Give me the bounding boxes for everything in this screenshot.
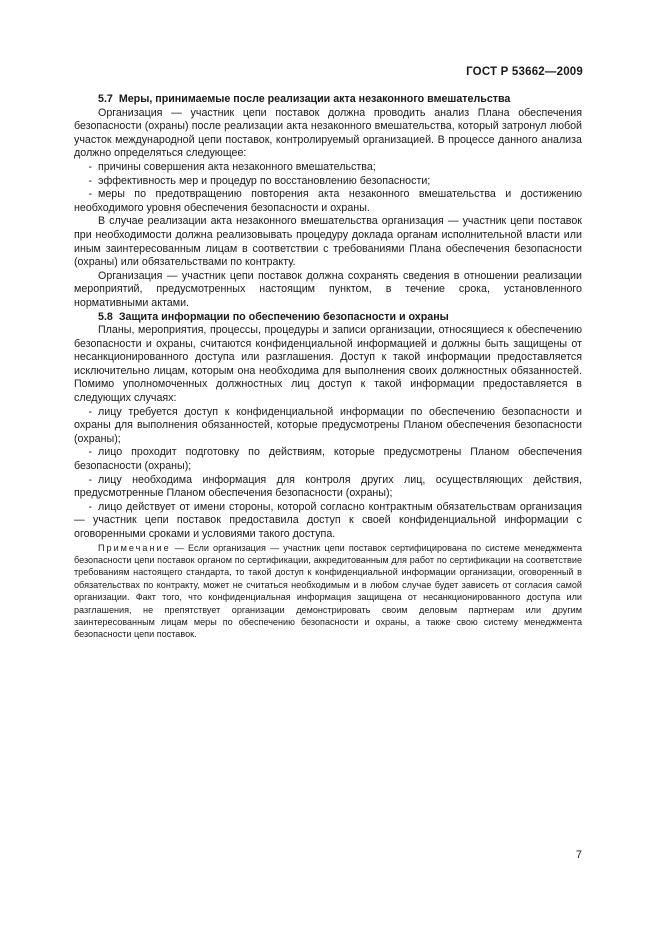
list-item: - лицу требуется доступ к конфиденциальной информации по обеспечению безопасности и охраны для выполнения обязанностей, которые предусмотрены Планом обеспечения безопасности (охраны); bbox=[74, 405, 582, 445]
page-number: 7 bbox=[575, 849, 582, 861]
note-text: — Если организация — участник цепи поставок сертифицирована по системе менеджмента безопасности цепи поставок органом по сертификации, аккредитованным для работ по сертификации на соответствие требованиям настоящего стандарта, то такой доступ к конфиденциальной информации организации, оговоренный в обязательствах по контракту, может не считаться необходимым и в любом случае будет зависеть от согласия самой организации. Факт того, что конфиденциальная информация защищена от несанкционированного доступа или разглашения, не препятствует организации демонстрировать своим деловым партнерам или другим заинтересованным лицам меры по обеспечению безопасности и охраны, а также свою систему менеджмента безопасности цепи поставок. bbox=[74, 542, 582, 640]
list-item: - эффективность мер и процедур по восстановлению безопасности; bbox=[88, 174, 431, 187]
section-number: 5.8 bbox=[98, 310, 113, 323]
document-body bbox=[74, 93, 582, 641]
section-title: Меры, принимаемые после реализации акта незаконного вмешательства bbox=[118, 93, 511, 105]
paragraph: В случае реализации акта незаконного вмешательства организация — участник цепи поставок при необходимости должна реализовывать процедуру доклада органам исполнительной власти или иным заинтересованным лицам в соответствии с требованиями Плана обеспечения безопасности (охраны) или обязательствами по контракту. bbox=[74, 215, 582, 269]
list-item: - лицо действует от имени стороны, которой согласно контрактным обязательствам организация — участник цепи поставок предоставила доступ к своей конфиденциальной информации с оговоренными сроками и условиями такого доступа. bbox=[74, 500, 582, 540]
section-title: Защита информации по обеспечению безопасности и охраны bbox=[118, 310, 449, 323]
note bbox=[74, 542, 582, 641]
paragraph: Организация — участник цепи поставок должна сохранять сведения в отношении реализации мероприятий, предусмотренных настоящим пунктом, в течение срока, установленного нормативными актами. bbox=[74, 269, 582, 309]
section-number: 5.7 bbox=[98, 93, 113, 105]
list-item: - меры по предотвращению повторения акта незаконного вмешательства и достижению необходимого уровня обеспечения безопасности и охраны. bbox=[74, 188, 582, 214]
section-5-7-heading bbox=[74, 93, 582, 107]
section-5-8-heading bbox=[74, 311, 582, 325]
standard-header: ГОСТ Р 53662—2009 bbox=[466, 66, 583, 78]
paragraph: Планы, мероприятия, процессы, процедуры и записи организации, относящиеся к обеспечению безопасности и охраны, считаются конфиденциальной информацией и должны быть защищены от несанкционированного доступа или разглашения. Доступ к такой информации предоставляется исключительно лицам, которым она необходима для выполнения своих должностных обязанностей. Помимо уполномоченных должностных лиц доступ к такой информации предоставляется в следующих случаях: bbox=[74, 324, 582, 405]
paragraph: Организация — участник цепи поставок должна проводить анализ Плана обеспечения безопасности (охраны) после реализации акта незаконного вмешательства, который затронул любой участок международной цепи поставок, контролируемый организацией. В процессе данного анализа должно определяться следующее: bbox=[74, 106, 582, 160]
list-item: - причины совершения акта незаконного вмешательства; bbox=[88, 160, 376, 173]
list-item: - лицо проходит подготовку по действиям, которые предусмотрены Планом обеспечения безопасности (охраны); bbox=[74, 446, 582, 473]
list-item: - лицу необходима информация для контроля других лиц, осуществляющих действия, предусмотренные Планом обеспечения безопасности (охраны); bbox=[74, 473, 582, 500]
note-lead: Примечание bbox=[98, 542, 171, 553]
